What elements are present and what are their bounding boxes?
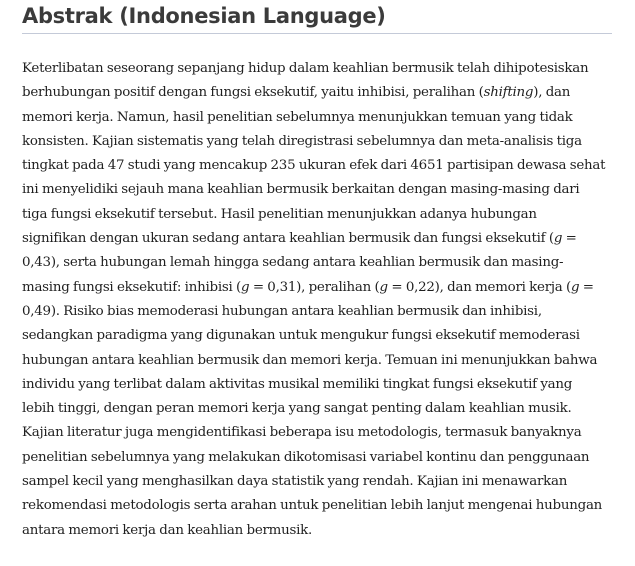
abstract-line — [22, 373, 622, 397]
abstract-text: = 0,31), peralihan ( — [249, 279, 380, 295]
abstract-text: Keterlibatan seseorang sepanjang hidup dalam keahlian bermusik telah dihipotesiskan — [22, 61, 589, 76]
abstract-text: antara memori kerja dan keahlian bermusik. — [22, 522, 313, 538]
abstract-line — [22, 276, 622, 300]
abstract-text: tiga fungsi eksekutif tersebut. Hasil penelitian menunjukkan adanya hubungan — [22, 206, 537, 222]
heading-divider — [22, 33, 612, 34]
abstract-line — [22, 494, 622, 518]
abstract-line — [22, 203, 622, 227]
abstract-line — [22, 106, 622, 130]
abstract-line — [22, 251, 622, 275]
abstract-text: tingkat pada 47 studi yang mencakup 235 ukuran efek dari 4651 partisipan dewasa sehat — [22, 158, 606, 174]
abstract-line — [22, 324, 622, 348]
abstract-text: memori kerja. Namun, hasil penelitian sebelumnya menunjukkan temuan yang tidak — [22, 109, 573, 125]
abstract-line — [22, 57, 622, 81]
abstract-text: ini menyelidiki sejauh mana keahlian bermusik berkaitan dengan masing-masing dari — [22, 182, 580, 198]
italic-term: g — [570, 279, 580, 295]
abstract-text: sedangkan paradigma yang digunakan untuk mengukur fungsi eksekutif memoderasi — [22, 328, 580, 344]
abstract-text: konsisten. Kajian sistematis yang telah diregistrasi sebelumnya dan meta-analisis tiga — [22, 133, 582, 149]
abstract-text: penelitian sebelumnya yang melakukan dikotomisasi variabel kontinu dan penggunaan — [22, 449, 590, 465]
section-heading: Abstrak (Indonesian Language) — [22, 4, 386, 28]
abstract-paragraph — [22, 57, 622, 543]
abstract-line — [22, 178, 622, 202]
abstract-line — [22, 227, 622, 251]
italic-term: g — [379, 279, 388, 295]
abstract-line — [22, 397, 622, 421]
abstract-line — [22, 154, 622, 178]
abstract-line — [22, 470, 622, 494]
abstract-line — [22, 349, 622, 373]
abstract-text: lebih tinggi, dengan peran memori kerja yang sangat penting dalam keahlian musik. — [22, 401, 572, 417]
abstract-text: 0,49). Risiko bias memoderasi hubungan antara keahlian bermusik dan inhibisi, — [22, 303, 542, 319]
abstract-line — [22, 300, 622, 324]
abstract-text: sampel kecil yang menghasilkan daya statistik yang rendah. Kajian ini menawarkan — [22, 474, 568, 490]
abstract-text: 0,43), serta hubungan lemah hingga sedang antara keahlian bermusik dan masing- — [22, 255, 564, 271]
abstract-text: rekomendasi metodologis serta arahan untuk penelitian lebih lanjut mengenai hubungan — [22, 498, 603, 514]
abstract-text: hubungan antara keahlian bermusik dan memori kerja. Temuan ini menunjukkan bahwa — [22, 352, 598, 368]
italic-term: g — [241, 279, 250, 295]
abstract-text: masing fungsi eksekutif: inhibisi ( — [22, 279, 241, 295]
abstract-text: = 0,22), dan memori kerja ( — [387, 279, 571, 295]
abstract-text: berhubungan positif dengan fungsi eksekutif, yaitu inhibisi, peralihan ( — [22, 85, 484, 101]
abstract-text: signifikan dengan ukuran sedang antara keahlian bermusik dan fungsi eksekutif ( — [22, 231, 554, 247]
abstract-text: Kajian literatur juga mengidentifikasi beberapa isu metodologis, termasuk banyaknya — [22, 425, 582, 441]
abstract-text: ), dan — [533, 85, 571, 101]
italic-term: g — [553, 231, 563, 247]
abstract-line — [22, 81, 622, 105]
abstract-text: individu yang terlibat dalam aktivitas musikal memiliki tingkat fungsi eksekutif yang — [22, 376, 573, 392]
abstract-line — [22, 519, 622, 543]
abstract-text: = — [579, 279, 594, 295]
abstract-text: = — [562, 231, 577, 247]
abstract-line — [22, 421, 622, 445]
abstract-line — [22, 446, 622, 470]
abstract-line — [22, 130, 622, 154]
italic-term: shifting — [483, 85, 534, 101]
